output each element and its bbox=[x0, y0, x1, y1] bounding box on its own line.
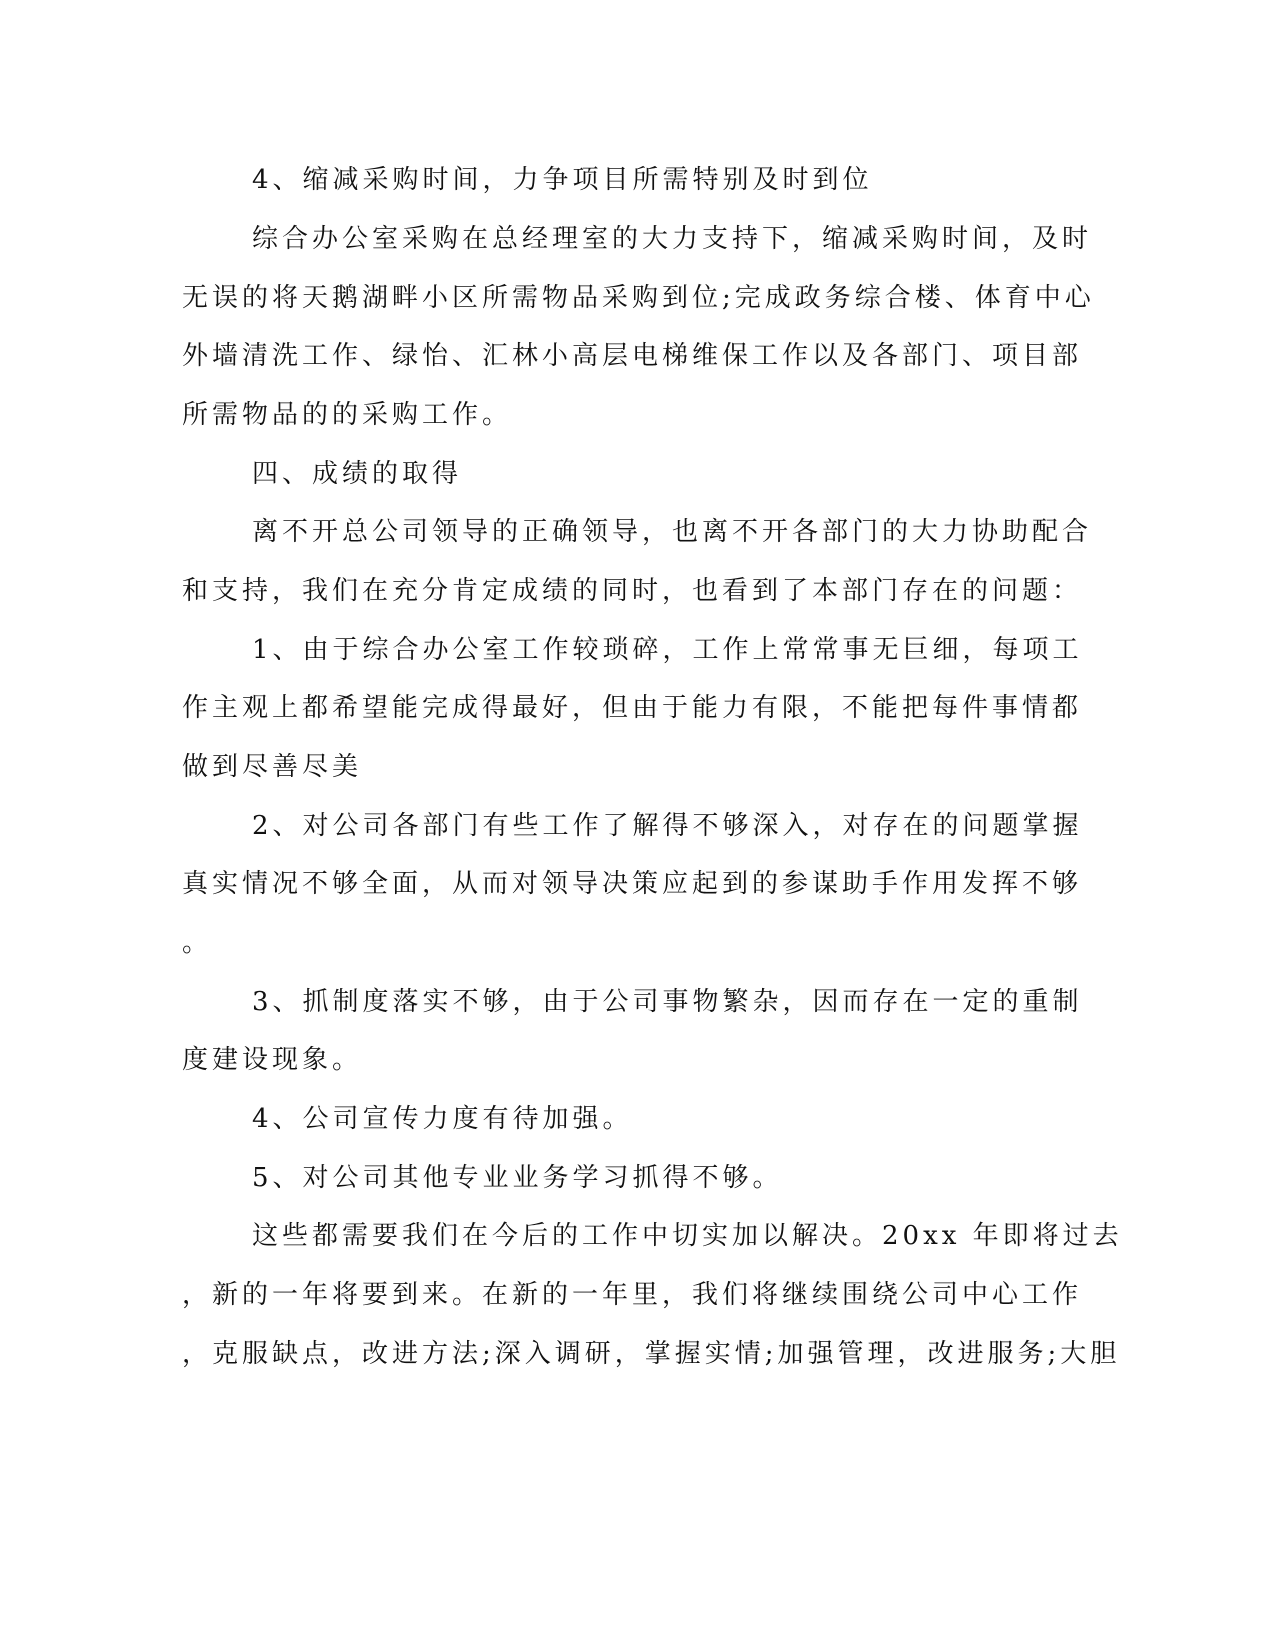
text-line: 这些都需要我们在今后的工作中切实加以解决。20xx 年即将过去 bbox=[252, 1221, 1123, 1251]
text-line: 5、对公司其他专业业务学习抓得不够。 bbox=[252, 1163, 783, 1193]
text-line: 无误的将天鹅湖畔小区所需物品采购到位;完成政务综合楼、体育中心 bbox=[182, 283, 1095, 313]
text-line: 外墙清洗工作、绿怡、汇林小高层电梯维保工作以及各部门、项目部 bbox=[182, 341, 1083, 371]
text-line: 作主观上都希望能完成得最好，但由于能力有限，不能把每件事情都 bbox=[182, 693, 1083, 723]
text-line: 所需物品的的采购工作。 bbox=[182, 400, 513, 430]
text-line: 2、对公司各部门有些工作了解得不够深入，对存在的问题掌握 bbox=[252, 811, 1083, 841]
text-line: 真实情况不够全面，从而对领导决策应起到的参谋助手作用发挥不够 bbox=[182, 869, 1083, 899]
text-line: 4、缩减采购时间，力争项目所需特别及时到位 bbox=[252, 165, 873, 195]
text-line: 做到尽善尽美 bbox=[182, 752, 363, 782]
section-heading: 四、成绩的取得 bbox=[252, 459, 463, 489]
text-line: 综合办公室采购在总经理室的大力支持下，缩减采购时间，及时 bbox=[252, 224, 1093, 254]
text-line: 1、由于综合办公室工作较琐碎，工作上常常事无巨细，每项工 bbox=[252, 635, 1083, 665]
text-line: 离不开总公司领导的正确领导，也离不开各部门的大力协助配合 bbox=[252, 517, 1093, 547]
text-line: ，克服缺点，改进方法;深入调研，掌握实情;加强管理，改进服务;大胆 bbox=[182, 1339, 1121, 1369]
text-line: 。 bbox=[182, 928, 213, 958]
text-line: ，新的一年将要到来。在新的一年里，我们将继续围绕公司中心工作 bbox=[182, 1280, 1083, 1310]
text-line: 度建设现象。 bbox=[182, 1045, 363, 1075]
text-line: 4、公司宣传力度有待加强。 bbox=[252, 1104, 633, 1134]
text-line: 和支持，我们在充分肯定成绩的同时，也看到了本部门存在的问题： bbox=[182, 576, 1083, 606]
text-line: 3、抓制度落实不够，由于公司事物繁杂，因而存在一定的重制 bbox=[252, 987, 1083, 1017]
